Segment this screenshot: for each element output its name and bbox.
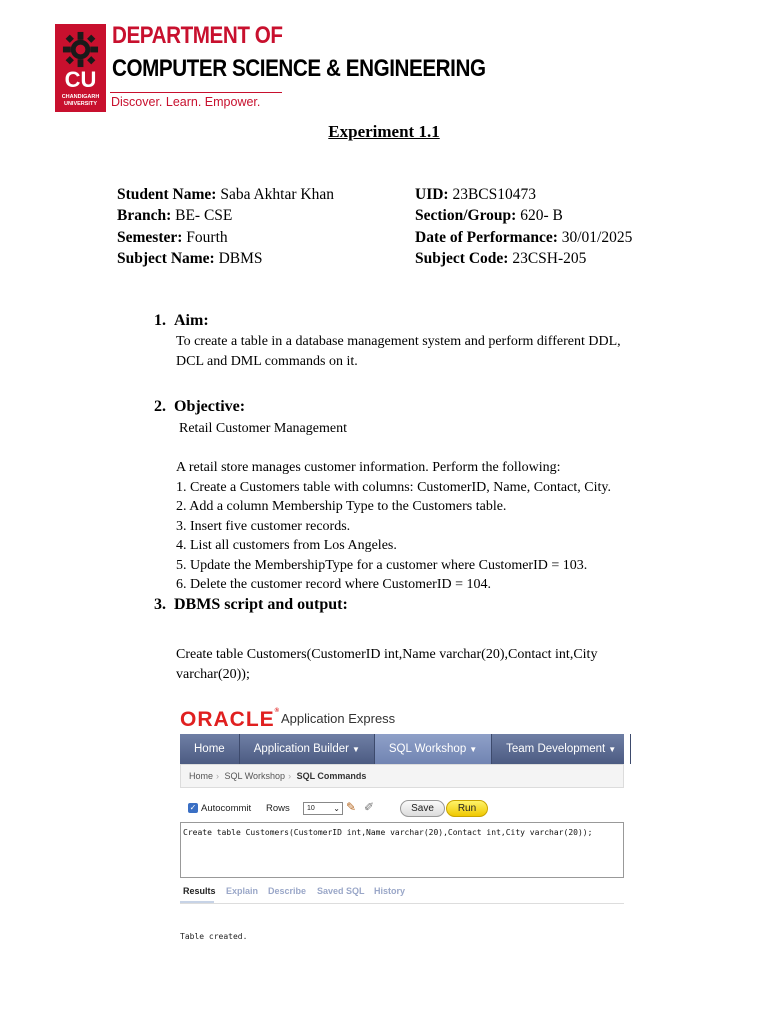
oracle-logo: ORACLE® [180,708,281,731]
tab-explain[interactable]: Explain [226,886,259,896]
section-group: Section/Group: 620- B [415,207,563,224]
nav-team-development[interactable]: Team Development ▼ [492,734,631,764]
active-tab-indicator [180,901,214,903]
objective-heading: 2. Objective: [154,398,246,415]
main-nav [180,734,624,764]
aim-heading: 1. Aim: [154,312,209,329]
nav-sql-workshop[interactable]: SQL Workshop ▼ [375,734,492,764]
script-heading: 3. DBMS script and output: [154,596,348,613]
breadcrumb-current: SQL Commands [296,771,367,781]
results-tabs [180,884,624,904]
breadcrumb-home[interactable]: Home [189,771,214,781]
department-title-line2: COMPUTER SCIENCE & ENGINEERING [112,55,486,82]
autocommit-label: Autocommit [201,803,252,814]
tagline: Discover. Learn. Empower. [111,95,261,109]
autocommit-checkbox[interactable]: ✓ [189,803,197,812]
rows-select[interactable]: 10 ⌄ [303,802,343,815]
date-of-performance: Date of Performance: 30/01/2025 [415,229,633,246]
save-button[interactable]: Save [400,800,445,817]
logo-subtext: CHANDIGARH UNIVERSITY [61,94,100,107]
student-uid: UID: 23BCS10473 [415,186,537,203]
nav-application-builder[interactable]: Application Builder ▼ [240,734,375,764]
breadcrumb-sql-workshop[interactable]: SQL Workshop [224,771,286,781]
product-name: Application Express [281,711,396,726]
sql-editor[interactable]: Create table Customers(CustomerID int,Name varchar(20),Contact int,City varchar(20)); [180,822,624,878]
chevron-right-icon: › [216,771,220,781]
student-name: Student Name: Saba Akhtar Khan [117,186,334,203]
rows-label: Rows [266,803,290,814]
tab-saved-sql[interactable]: Saved SQL [317,886,365,896]
subject-code: Subject Code: 23CSH-205 [415,250,587,267]
branch: Branch: BE- CSE [117,207,233,224]
sql-toolbar [180,798,624,820]
subject-name: Subject Name: DBMS [117,250,263,267]
semester: Semester: Fourth [117,229,228,246]
apex-screenshot [176,700,624,952]
script-text: Create table Customers(CustomerID int,Name varchar(20),Contact int,City varchar(20)); [176,647,598,682]
objective-subtitle: Retail Customer Management [179,421,347,436]
breadcrumb [180,764,624,788]
caret-down-icon: ▼ [351,745,360,754]
run-button[interactable]: Run [446,800,488,817]
caret-down-icon: ▼ [608,745,617,754]
result-message: Table created. [180,932,248,941]
page-title: Experiment 1.1 [328,122,440,141]
tab-history[interactable]: History [374,886,406,896]
chevron-right-icon: › [288,771,292,781]
university-logo [55,24,106,112]
aim-text: To create a table in a database management system and perform different DDL, DCL and DML commands on it. [176,334,621,369]
tab-describe[interactable]: Describe [268,886,307,896]
objective-text: A retail store manages customer information. Perform the following: 1. Create a Customers table with columns: CustomerID, Name, Contact, City. 2. Add a column Membership Type to the Customers table. 3. Insert five customer records. 4. List all customers from Los Angeles. 5. Update the MembershipType for a customer where CustomerID = 103. 6. Delete the customer record where CustomerID = 104. [176,460,611,592]
divider [110,92,282,93]
clear-icon[interactable]: ✎ [346,800,357,814]
tab-results[interactable]: Results [183,886,216,896]
chevron-down-icon: ⌄ [333,804,340,813]
find-tables-icon[interactable]: ✐ [364,800,375,814]
department-title-line1: DEPARTMENT OF [112,22,283,49]
caret-down-icon: ▼ [469,745,478,754]
nav-home[interactable]: Home [180,734,240,764]
logo-text: CU [64,67,97,92]
cog-emblem-icon [61,30,100,69]
